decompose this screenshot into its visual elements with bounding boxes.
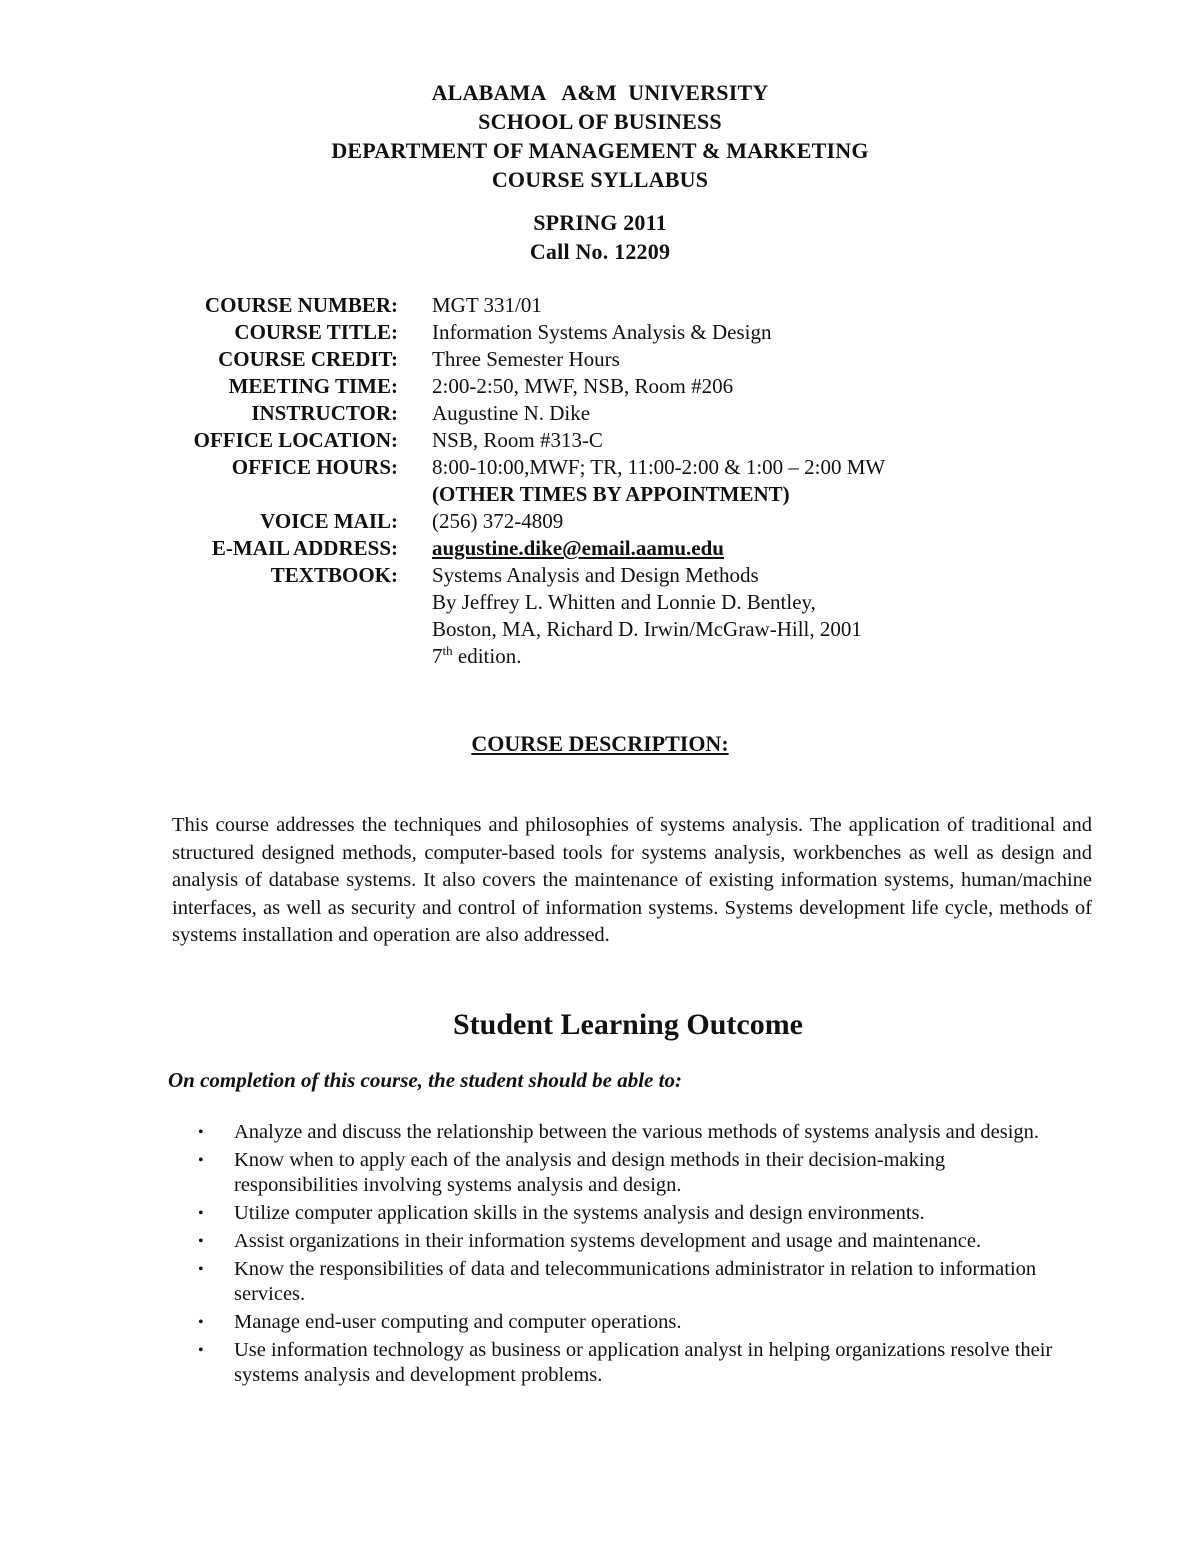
info-value: MGT 331/01 <box>432 293 542 317</box>
bullet-icon: • <box>198 1342 204 1359</box>
document-header <box>0 78 1200 266</box>
course-info-table <box>190 292 1090 670</box>
outcome-item <box>198 1229 1058 1254</box>
edition-word: edition. <box>452 644 522 668</box>
outcome-item <box>198 1120 1058 1145</box>
info-value <box>432 562 1090 670</box>
email-link[interactable]: augustine.dike@email.aamu.edu <box>432 536 724 560</box>
info-row-meeting-time <box>190 373 1090 400</box>
info-row-textbook <box>190 562 1090 670</box>
info-row-email <box>190 535 1090 562</box>
document-type: COURSE SYLLABUS <box>491 167 709 192</box>
textbook-authors: By Jeffrey L. Whitten and Lonnie D. Bentley, <box>432 590 816 614</box>
learning-outcome-intro: On completion of this course, the student should be able to: <box>168 1068 682 1092</box>
textbook-publisher: Boston, MA, Richard D. Irwin/McGraw-Hill, 2001 <box>432 617 862 641</box>
outcome-text: Utilize computer application skills in the systems analysis and design environments. <box>234 1202 925 1224</box>
info-value: 2:00-2:50, MWF, NSB, Room #206 <box>432 374 734 398</box>
info-label: OFFICE LOCATION: <box>193 428 398 452</box>
info-value: Three Semester Hours <box>432 347 620 371</box>
info-label: INSTRUCTOR: <box>251 401 398 425</box>
info-label: COURSE TITLE: <box>234 320 398 344</box>
bullet-icon: • <box>198 1233 204 1250</box>
school-name: SCHOOL OF BUSINESS <box>478 109 722 134</box>
bullet-icon: • <box>198 1124 204 1141</box>
info-row-course-credit <box>190 346 1090 373</box>
outcome-text: Know when to apply each of the analysis and design methods in their decision-making responsibilities involving systems analysis and design. <box>234 1149 946 1196</box>
bullet-icon: • <box>198 1205 204 1222</box>
learning-outcome-heading: Student Learning Outcome <box>452 1008 803 1041</box>
office-hours-value: 8:00-10:00,MWF; TR, 11:00-2:00 & 1:00 – 2:00 MW <box>432 455 886 479</box>
office-hours-note: (OTHER TIMES BY APPOINTMENT) <box>432 482 790 506</box>
info-label: COURSE CREDIT: <box>218 347 398 371</box>
term: SPRING 2011 <box>533 210 667 235</box>
info-value: NSB, Room #313-C <box>432 428 603 452</box>
textbook-title: Systems Analysis and Design Methods <box>432 563 759 587</box>
textbook-edition <box>432 643 1090 670</box>
info-label: E-MAIL ADDRESS: <box>211 536 398 560</box>
bullet-icon: • <box>198 1261 204 1278</box>
info-row-course-title <box>190 319 1090 346</box>
info-value: Information Systems Analysis & Design <box>432 320 772 344</box>
info-label: VOICE MAIL: <box>260 509 398 533</box>
outcome-text: Know the responsibilities of data and telecommunications administrator in relation to information services. <box>234 1258 1037 1305</box>
outcome-item <box>198 1310 1058 1335</box>
learning-outcome-list <box>198 1120 1058 1391</box>
edition-suffix: th <box>442 643 453 658</box>
outcome-item <box>198 1148 1058 1198</box>
outcome-text: Use information technology as business or application analyst in helping organizations resolve their systems analysis and development problems. <box>234 1339 1053 1386</box>
course-description-body: This course addresses the techniques and philosophies of systems analysis. The application of traditional and structured designed methods, computer-based tools for systems analysis, workbenches as well as design and analysis of database systems. It also covers the maintenance of existing information systems, human/machine interfaces, as well as security and control of information systems. Systems development life cycle, methods of systems installation and operation are also addressed. <box>172 814 1092 946</box>
outcome-text: Manage end-user computing and computer operations. <box>234 1311 682 1333</box>
outcome-item <box>198 1201 1058 1226</box>
info-value: (256) 372-4809 <box>432 509 564 533</box>
info-value <box>432 454 1090 508</box>
department-name: DEPARTMENT OF MANAGEMENT & MARKETING <box>331 138 869 163</box>
info-label: COURSE NUMBER: <box>204 293 398 317</box>
info-row-course-number <box>190 292 1090 319</box>
call-number: Call No. 12209 <box>529 239 671 264</box>
edition-number: 7 <box>432 644 443 668</box>
info-label: TEXTBOOK: <box>270 563 398 587</box>
outcome-item <box>198 1257 1058 1307</box>
outcome-item <box>198 1338 1058 1388</box>
info-row-instructor <box>190 400 1090 427</box>
info-row-voice-mail <box>190 508 1090 535</box>
info-row-office-location <box>190 427 1090 454</box>
outcome-text: Analyze and discuss the relationship between the various methods of systems analysis and design. <box>234 1121 1040 1143</box>
info-label: OFFICE HOURS: <box>231 455 398 479</box>
course-description-heading: COURSE DESCRIPTION: <box>471 731 729 756</box>
bullet-icon: • <box>198 1314 204 1331</box>
info-row-office-hours <box>190 454 1090 508</box>
outcome-text: Assist organizations in their information systems development and usage and maintenance. <box>234 1230 982 1252</box>
info-value: Augustine N. Dike <box>432 401 591 425</box>
bullet-icon: • <box>198 1152 204 1169</box>
university-name: ALABAMA A&M UNIVERSITY <box>431 80 769 105</box>
info-label: MEETING TIME: <box>228 374 398 398</box>
